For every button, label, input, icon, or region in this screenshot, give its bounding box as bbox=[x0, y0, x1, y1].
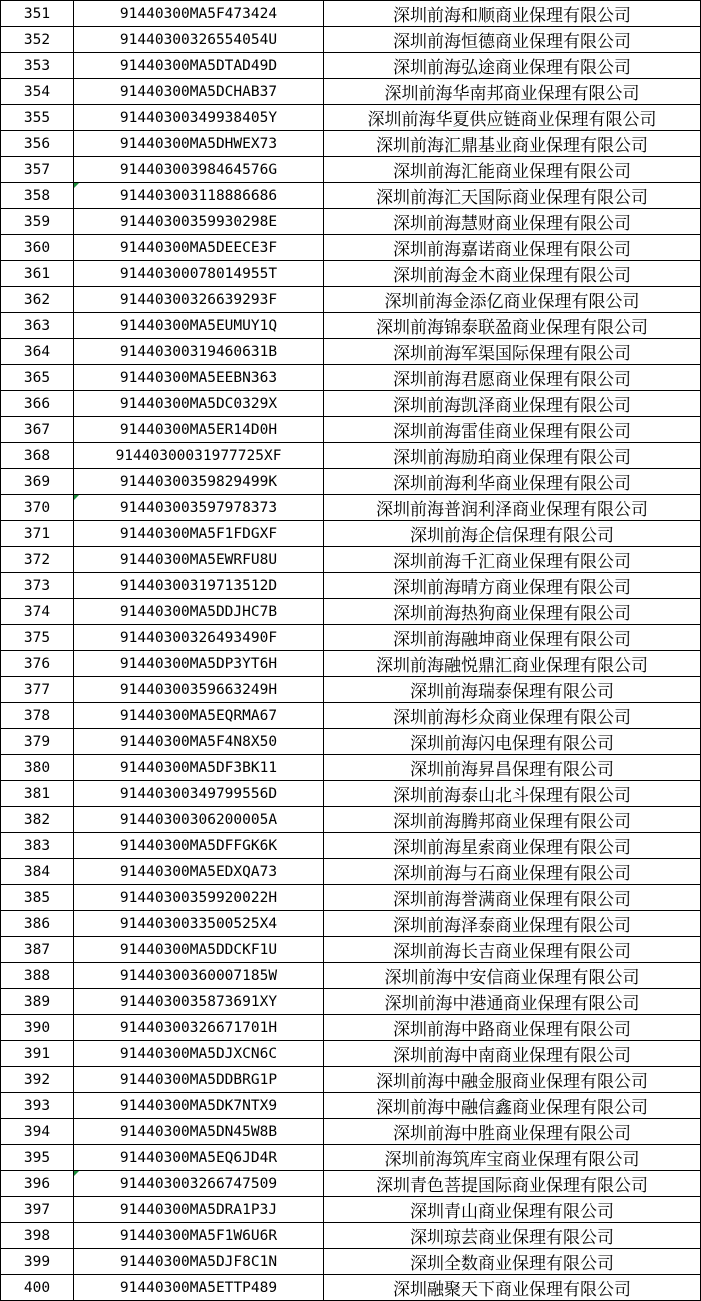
credit-code-text: 91440300359920022H bbox=[119, 889, 278, 906]
credit-code-cell[interactable] bbox=[74, 53, 324, 79]
company-name-cell[interactable]: 深圳前海凯泽商业保理有限公司 bbox=[324, 391, 701, 417]
table-row bbox=[1, 1, 701, 27]
row-number-cell[interactable]: 381 bbox=[1, 781, 74, 807]
credit-code-text: 91440300MA5F4N8X50 bbox=[119, 733, 278, 750]
row-number-cell[interactable]: 395 bbox=[1, 1145, 74, 1171]
table-row bbox=[1, 1145, 701, 1171]
credit-code-text: 91440300MA5F1W6U6R bbox=[119, 1227, 278, 1244]
company-name-cell[interactable]: 深圳前海恒德商业保理有限公司 bbox=[324, 27, 701, 53]
company-name-cell[interactable]: 深圳前海励珀商业保理有限公司 bbox=[324, 443, 701, 469]
credit-code-cell[interactable] bbox=[74, 183, 324, 209]
credit-code-cell[interactable] bbox=[74, 365, 324, 391]
credit-code-cell[interactable] bbox=[74, 625, 324, 651]
credit-code-text: 91440300MA5ER14D0H bbox=[119, 421, 278, 438]
credit-code-text: 91440300MA5EWRFU8U bbox=[119, 551, 278, 568]
company-name-cell[interactable]: 深圳前海汇天国际商业保理有限公司 bbox=[324, 183, 701, 209]
row-number-cell[interactable]: 397 bbox=[1, 1197, 74, 1223]
credit-code-text: 91440300359930298E bbox=[119, 213, 278, 230]
row-number-cell[interactable]: 400 bbox=[1, 1275, 74, 1301]
credit-code-text: 91440300319713512D bbox=[119, 577, 278, 594]
table-row bbox=[1, 131, 701, 157]
company-name-cell[interactable]: 深圳前海昇昌保理有限公司 bbox=[324, 755, 701, 781]
credit-code-cell[interactable] bbox=[74, 1041, 324, 1067]
credit-code-cell[interactable] bbox=[74, 105, 324, 131]
credit-code-cell[interactable] bbox=[74, 131, 324, 157]
table-row bbox=[1, 1067, 701, 1093]
credit-code-text: 91440300MA5ETTP489 bbox=[119, 1279, 278, 1296]
credit-code-cell[interactable] bbox=[74, 469, 324, 495]
credit-code-cell[interactable] bbox=[74, 1145, 324, 1171]
credit-code-text: 91440300078014955T bbox=[119, 265, 278, 282]
table-row bbox=[1, 1249, 701, 1275]
company-name-cell[interactable]: 深圳前海企信保理有限公司 bbox=[324, 521, 701, 547]
credit-code-cell[interactable] bbox=[74, 521, 324, 547]
credit-code-cell[interactable] bbox=[74, 391, 324, 417]
row-number-cell[interactable]: 374 bbox=[1, 599, 74, 625]
credit-code-cell[interactable] bbox=[74, 573, 324, 599]
credit-code-cell[interactable] bbox=[74, 781, 324, 807]
row-number-cell[interactable]: 375 bbox=[1, 625, 74, 651]
row-number-cell[interactable]: 351 bbox=[1, 1, 74, 27]
row-number-cell[interactable]: 385 bbox=[1, 885, 74, 911]
table-row bbox=[1, 27, 701, 53]
company-name-cell[interactable]: 深圳前海腾邦商业保理有限公司 bbox=[324, 807, 701, 833]
row-number-cell[interactable]: 376 bbox=[1, 651, 74, 677]
credit-code-text: 91440300MA5EDXQA73 bbox=[119, 863, 278, 880]
credit-code-text: 91440300MA5DDBRG1P bbox=[119, 1071, 278, 1088]
company-name-cell[interactable]: 深圳前海千汇商业保理有限公司 bbox=[324, 547, 701, 573]
credit-code-text: 91440300319460631B bbox=[119, 343, 278, 360]
row-number-cell[interactable]: 377 bbox=[1, 677, 74, 703]
company-name-cell[interactable]: 深圳全数商业保理有限公司 bbox=[324, 1249, 701, 1275]
table-row bbox=[1, 365, 701, 391]
credit-code-cell[interactable] bbox=[74, 1093, 324, 1119]
row-number-cell[interactable]: 383 bbox=[1, 833, 74, 859]
table-row bbox=[1, 417, 701, 443]
credit-code-cell[interactable] bbox=[74, 235, 324, 261]
table-row bbox=[1, 1041, 701, 1067]
company-name-cell[interactable]: 深圳前海汇能商业保理有限公司 bbox=[324, 157, 701, 183]
credit-code-cell[interactable] bbox=[74, 79, 324, 105]
row-number-cell[interactable]: 365 bbox=[1, 365, 74, 391]
credit-code-cell[interactable] bbox=[74, 937, 324, 963]
company-name-cell[interactable]: 深圳前海筑库宝商业保理有限公司 bbox=[324, 1145, 701, 1171]
credit-code-text: 91440300MA5DTAD49D bbox=[119, 57, 278, 74]
credit-code-text: 91440300398464576G bbox=[119, 161, 278, 178]
table-row bbox=[1, 313, 701, 339]
credit-code-text: 91440300MA5DJXCN6C bbox=[119, 1045, 278, 1062]
table-row bbox=[1, 833, 701, 859]
company-name-cell[interactable]: 深圳前海中路商业保理有限公司 bbox=[324, 1015, 701, 1041]
table-row bbox=[1, 781, 701, 807]
company-name-cell[interactable]: 深圳前海慧财商业保理有限公司 bbox=[324, 209, 701, 235]
credit-code-text: 9144030033500525X4 bbox=[119, 915, 278, 932]
credit-code-cell[interactable] bbox=[74, 911, 324, 937]
table-row bbox=[1, 261, 701, 287]
credit-code-cell[interactable] bbox=[74, 807, 324, 833]
company-name-cell[interactable]: 深圳前海华夏供应链商业保理有限公司 bbox=[324, 105, 701, 131]
table-row bbox=[1, 53, 701, 79]
credit-code-text: 91440300MA5DRA1P3J bbox=[119, 1201, 278, 1218]
credit-code-text: 91440300MA5DN45W8B bbox=[119, 1123, 278, 1140]
table-row bbox=[1, 1223, 701, 1249]
credit-code-text: 91440300326554054U bbox=[119, 31, 278, 48]
row-number-cell[interactable]: 366 bbox=[1, 391, 74, 417]
credit-code-text: 914403003118886686 bbox=[119, 187, 278, 204]
table-body bbox=[1, 1, 701, 1301]
credit-code-text: 91440300MA5DP3YT6H bbox=[119, 655, 278, 672]
credit-code-cell[interactable] bbox=[74, 1119, 324, 1145]
table-row bbox=[1, 391, 701, 417]
table-row bbox=[1, 521, 701, 547]
company-name-cell[interactable]: 深圳前海瑞泰保理有限公司 bbox=[324, 677, 701, 703]
row-number-cell[interactable]: 390 bbox=[1, 1015, 74, 1041]
credit-code-text: 91440300MA5EQ6JD4R bbox=[119, 1149, 278, 1166]
company-name-cell[interactable]: 深圳前海中融信鑫商业保理有限公司 bbox=[324, 1093, 701, 1119]
table-row bbox=[1, 703, 701, 729]
company-name-cell[interactable]: 深圳青色菩提国际商业保理有限公司 bbox=[324, 1171, 701, 1197]
credit-code-cell[interactable] bbox=[74, 963, 324, 989]
credit-code-cell[interactable] bbox=[74, 833, 324, 859]
credit-code-cell[interactable] bbox=[74, 703, 324, 729]
credit-code-cell[interactable] bbox=[74, 755, 324, 781]
credit-code-text: 9144030035873691XY bbox=[119, 993, 278, 1010]
row-number-cell[interactable]: 391 bbox=[1, 1041, 74, 1067]
credit-code-cell[interactable] bbox=[74, 651, 324, 677]
company-name-cell[interactable]: 深圳融聚天下商业保理有限公司 bbox=[324, 1275, 701, 1301]
company-name-cell[interactable]: 深圳前海长吉商业保理有限公司 bbox=[324, 937, 701, 963]
table-row bbox=[1, 209, 701, 235]
company-name-cell[interactable]: 深圳琼芸商业保理有限公司 bbox=[324, 1223, 701, 1249]
company-name-cell[interactable]: 深圳前海雷佳商业保理有限公司 bbox=[324, 417, 701, 443]
credit-code-text: 91440300360007185W bbox=[119, 967, 278, 984]
company-name-cell[interactable]: 深圳前海嘉诺商业保理有限公司 bbox=[324, 235, 701, 261]
row-number-cell[interactable]: 369 bbox=[1, 469, 74, 495]
credit-code-cell[interactable] bbox=[74, 339, 324, 365]
credit-code-cell[interactable] bbox=[74, 1, 324, 27]
credit-code-text: 91440300326639293F bbox=[119, 291, 278, 308]
credit-code-cell[interactable] bbox=[74, 1275, 324, 1301]
company-name-cell[interactable]: 深圳前海利华商业保理有限公司 bbox=[324, 469, 701, 495]
company-name-cell[interactable]: 深圳前海中南商业保理有限公司 bbox=[324, 1041, 701, 1067]
credit-code-text: 91440300359829499K bbox=[119, 473, 278, 490]
company-name-cell[interactable]: 深圳前海杉众商业保理有限公司 bbox=[324, 703, 701, 729]
table-row bbox=[1, 157, 701, 183]
row-number-cell[interactable]: 358 bbox=[1, 183, 74, 209]
company-name-cell[interactable]: 深圳前海闪电保理有限公司 bbox=[324, 729, 701, 755]
company-name-cell[interactable]: 深圳前海泽泰商业保理有限公司 bbox=[324, 911, 701, 937]
credit-code-cell[interactable] bbox=[74, 859, 324, 885]
company-name-cell[interactable]: 深圳前海和顺商业保理有限公司 bbox=[324, 1, 701, 27]
company-name-cell[interactable]: 深圳青山商业保理有限公司 bbox=[324, 1197, 701, 1223]
credit-code-cell[interactable] bbox=[74, 729, 324, 755]
company-name-cell[interactable]: 深圳前海泰山北斗保理有限公司 bbox=[324, 781, 701, 807]
row-number-cell[interactable]: 360 bbox=[1, 235, 74, 261]
credit-code-cell[interactable] bbox=[74, 599, 324, 625]
row-number-cell[interactable]: 387 bbox=[1, 937, 74, 963]
row-number-cell[interactable]: 394 bbox=[1, 1119, 74, 1145]
company-name-cell[interactable]: 深圳前海金添亿商业保理有限公司 bbox=[324, 287, 701, 313]
credit-code-text: 91440300306200005A bbox=[119, 811, 278, 828]
credit-code-text: 91440300MA5DHWEX73 bbox=[119, 135, 278, 152]
credit-code-text: 91440300MA5DC0329X bbox=[119, 395, 278, 412]
company-name-cell[interactable]: 深圳前海融悦鼎汇商业保理有限公司 bbox=[324, 651, 701, 677]
table-row bbox=[1, 339, 701, 365]
row-number-cell[interactable]: 354 bbox=[1, 79, 74, 105]
company-name-cell[interactable]: 深圳前海汇鼎基业商业保理有限公司 bbox=[324, 131, 701, 157]
credit-code-text: 91440300MA5F473424 bbox=[119, 5, 278, 22]
company-name-cell[interactable]: 深圳前海普润利泽商业保理有限公司 bbox=[324, 495, 701, 521]
row-number-cell[interactable]: 359 bbox=[1, 209, 74, 235]
credit-code-text: 91440300MA5DCHAB37 bbox=[119, 83, 278, 100]
row-number-cell[interactable]: 389 bbox=[1, 989, 74, 1015]
credit-code-text: 91440300MA5DEECE3F bbox=[119, 239, 278, 256]
table-row bbox=[1, 885, 701, 911]
credit-code-cell[interactable] bbox=[74, 1015, 324, 1041]
row-number-cell[interactable]: 380 bbox=[1, 755, 74, 781]
credit-code-text: 91440300MA5DDJHC7B bbox=[119, 603, 278, 620]
row-number-cell[interactable]: 378 bbox=[1, 703, 74, 729]
table-row bbox=[1, 1275, 701, 1301]
credit-code-cell[interactable] bbox=[74, 547, 324, 573]
credit-code-text: 91440300MA5F1FDGXF bbox=[119, 525, 278, 542]
row-number-cell[interactable]: 371 bbox=[1, 521, 74, 547]
company-name-cell[interactable]: 深圳前海军渠国际保理有限公司 bbox=[324, 339, 701, 365]
table-row bbox=[1, 573, 701, 599]
credit-code-cell[interactable] bbox=[74, 1067, 324, 1093]
table-row bbox=[1, 1119, 701, 1145]
company-name-cell[interactable]: 深圳前海热狗商业保理有限公司 bbox=[324, 599, 701, 625]
company-name-cell[interactable]: 深圳前海中胜商业保理有限公司 bbox=[324, 1119, 701, 1145]
company-name-cell[interactable]: 深圳前海誉满商业保理有限公司 bbox=[324, 885, 701, 911]
table-row bbox=[1, 469, 701, 495]
table-row bbox=[1, 807, 701, 833]
error-indicator-icon bbox=[74, 495, 79, 500]
credit-code-cell[interactable] bbox=[74, 885, 324, 911]
credit-code-text: 914403003597978373 bbox=[119, 499, 278, 516]
credit-code-cell[interactable] bbox=[74, 989, 324, 1015]
table-row bbox=[1, 729, 701, 755]
credit-code-text: 91440300326671701H bbox=[119, 1019, 278, 1036]
row-number-cell[interactable]: 352 bbox=[1, 27, 74, 53]
row-number-cell[interactable]: 393 bbox=[1, 1093, 74, 1119]
company-name-cell[interactable]: 深圳前海弘途商业保理有限公司 bbox=[324, 53, 701, 79]
company-name-cell[interactable]: 深圳前海中安信商业保理有限公司 bbox=[324, 963, 701, 989]
company-name-cell[interactable]: 深圳前海君愿商业保理有限公司 bbox=[324, 365, 701, 391]
row-number-cell[interactable]: 357 bbox=[1, 157, 74, 183]
credit-code-text: 91440300MA5EUMUY1Q bbox=[119, 317, 278, 334]
credit-code-text: 91440300349938405Y bbox=[119, 109, 278, 126]
credit-code-text: 91440300MA5DFFGK6K bbox=[119, 837, 278, 854]
table-row bbox=[1, 443, 701, 469]
table-row bbox=[1, 287, 701, 313]
credit-code-text: 91440300MA5DF3BK11 bbox=[119, 759, 278, 776]
credit-code-text: 91440300031977725XF bbox=[115, 447, 282, 464]
company-name-cell[interactable]: 深圳前海晴方商业保理有限公司 bbox=[324, 573, 701, 599]
error-indicator-icon bbox=[74, 183, 79, 188]
row-number-cell[interactable]: 363 bbox=[1, 313, 74, 339]
credit-code-text: 91440300MA5EEBN363 bbox=[119, 369, 278, 386]
credit-code-text: 91440300MA5DK7NTX9 bbox=[119, 1097, 278, 1114]
table-row bbox=[1, 235, 701, 261]
credit-code-cell[interactable] bbox=[74, 417, 324, 443]
company-name-cell[interactable]: 深圳前海与石商业保理有限公司 bbox=[324, 859, 701, 885]
table-row bbox=[1, 79, 701, 105]
credit-code-cell[interactable] bbox=[74, 209, 324, 235]
credit-code-cell[interactable] bbox=[74, 677, 324, 703]
row-number-cell[interactable]: 396 bbox=[1, 1171, 74, 1197]
row-number-cell[interactable]: 382 bbox=[1, 807, 74, 833]
table-row bbox=[1, 599, 701, 625]
credit-code-text: 91440300MA5DDCKF1U bbox=[119, 941, 278, 958]
table-row bbox=[1, 1093, 701, 1119]
table-row bbox=[1, 937, 701, 963]
credit-code-cell[interactable] bbox=[74, 157, 324, 183]
credit-code-cell[interactable] bbox=[74, 287, 324, 313]
credit-code-cell[interactable] bbox=[74, 313, 324, 339]
row-number-cell[interactable]: 364 bbox=[1, 339, 74, 365]
table-row bbox=[1, 859, 701, 885]
row-number-cell[interactable]: 356 bbox=[1, 131, 74, 157]
credit-code-cell[interactable] bbox=[74, 1197, 324, 1223]
row-number-cell[interactable]: 368 bbox=[1, 443, 74, 469]
table-row bbox=[1, 183, 701, 209]
table-row bbox=[1, 963, 701, 989]
row-number-cell[interactable]: 362 bbox=[1, 287, 74, 313]
table-row bbox=[1, 495, 701, 521]
row-number-cell[interactable]: 379 bbox=[1, 729, 74, 755]
row-number-cell[interactable]: 384 bbox=[1, 859, 74, 885]
company-name-cell[interactable]: 深圳前海中融金服商业保理有限公司 bbox=[324, 1067, 701, 1093]
credit-code-text: 91440300MA5EQRMA67 bbox=[119, 707, 278, 724]
credit-code-cell[interactable] bbox=[74, 27, 324, 53]
table-row bbox=[1, 677, 701, 703]
table-row bbox=[1, 105, 701, 131]
table-row bbox=[1, 755, 701, 781]
credit-code-cell[interactable] bbox=[74, 1223, 324, 1249]
company-name-cell[interactable]: 深圳前海锦泰联盈商业保理有限公司 bbox=[324, 313, 701, 339]
table-row bbox=[1, 625, 701, 651]
company-name-cell[interactable]: 深圳前海星索商业保理有限公司 bbox=[324, 833, 701, 859]
company-name-cell[interactable]: 深圳前海中港通商业保理有限公司 bbox=[324, 989, 701, 1015]
row-number-cell[interactable]: 392 bbox=[1, 1067, 74, 1093]
credit-code-text: 91440300MA5DJF8C1N bbox=[119, 1253, 278, 1270]
row-number-cell[interactable]: 398 bbox=[1, 1223, 74, 1249]
credit-code-text: 91440300326493490F bbox=[119, 629, 278, 646]
table-row bbox=[1, 651, 701, 677]
table-row bbox=[1, 989, 701, 1015]
table-row bbox=[1, 547, 701, 573]
row-number-cell[interactable]: 372 bbox=[1, 547, 74, 573]
table-row bbox=[1, 1197, 701, 1223]
row-number-cell[interactable]: 399 bbox=[1, 1249, 74, 1275]
credit-code-text: 914403003266747509 bbox=[119, 1175, 278, 1192]
row-number-cell[interactable]: 355 bbox=[1, 105, 74, 131]
credit-code-cell[interactable] bbox=[74, 495, 324, 521]
credit-code-cell[interactable] bbox=[74, 261, 324, 287]
credit-code-text: 91440300359663249H bbox=[119, 681, 278, 698]
table-row bbox=[1, 1171, 701, 1197]
company-name-cell[interactable]: 深圳前海华南邦商业保理有限公司 bbox=[324, 79, 701, 105]
row-number-cell[interactable]: 373 bbox=[1, 573, 74, 599]
row-number-cell[interactable]: 353 bbox=[1, 53, 74, 79]
credit-code-cell[interactable] bbox=[74, 1171, 324, 1197]
table-row bbox=[1, 911, 701, 937]
row-number-cell[interactable]: 386 bbox=[1, 911, 74, 937]
credit-code-cell[interactable] bbox=[74, 443, 324, 469]
row-number-cell[interactable]: 367 bbox=[1, 417, 74, 443]
company-name-cell[interactable]: 深圳前海融坤商业保理有限公司 bbox=[324, 625, 701, 651]
row-number-cell[interactable]: 388 bbox=[1, 963, 74, 989]
error-indicator-icon bbox=[74, 1171, 79, 1176]
credit-code-text: 91440300349799556D bbox=[119, 785, 278, 802]
table-row bbox=[1, 1015, 701, 1041]
company-name-cell[interactable]: 深圳前海金木商业保理有限公司 bbox=[324, 261, 701, 287]
credit-code-cell[interactable] bbox=[74, 1249, 324, 1275]
row-number-cell[interactable]: 370 bbox=[1, 495, 74, 521]
row-number-cell[interactable]: 361 bbox=[1, 261, 74, 287]
